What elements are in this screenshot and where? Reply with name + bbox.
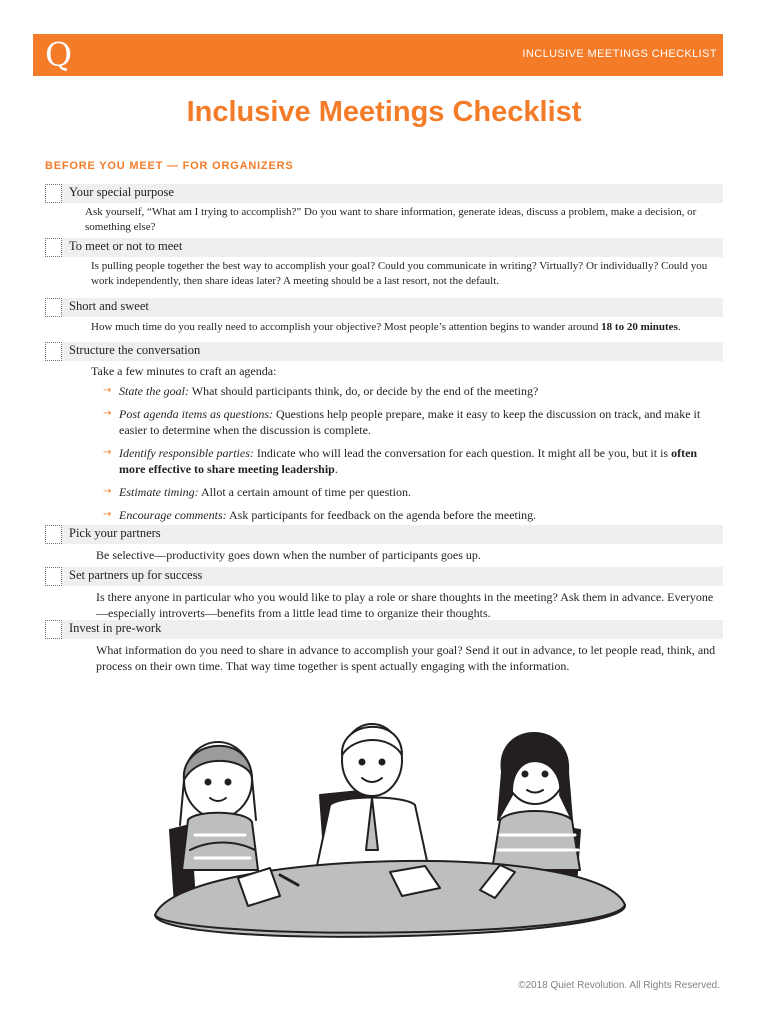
checkbox[interactable] — [45, 525, 62, 544]
bullet-bold: often more effective to share meeting leadership — [119, 446, 698, 476]
arrow-icon: → — [103, 385, 112, 396]
meeting-illustration — [140, 700, 640, 950]
item-description: Ask yourself, “What am I trying to accomplish?” Do you want to share information, generate ideas, discuss a problem, make a decision, or something else? — [85, 206, 697, 233]
bullet-text-end: . — [334, 462, 338, 476]
bullet-label: State the goal: — [119, 384, 189, 398]
item-title: To meet or not to meet — [69, 239, 183, 253]
desc-bold: 18 to 20 minutes — [601, 321, 678, 333]
arrow-icon: → — [103, 509, 112, 520]
checklist-item-partners — [45, 525, 723, 563]
item-description: What information do you need to share in advance to accomplish your goal? Send it out in advance, to let people read, think, and process on their own time. That way time together is spent actually engaging with the information. — [96, 643, 716, 673]
footer-copyright: ©2018 Quiet Revolution. All Rights Reserved. — [518, 980, 720, 991]
checklist-item-special-purpose — [45, 184, 723, 235]
checkbox[interactable] — [45, 184, 62, 203]
item-description: Take a few minutes to craft an agenda: — [91, 364, 277, 378]
item-title: Short and sweet — [69, 299, 149, 313]
bullet-label: Post agenda items as questions: — [119, 407, 273, 421]
bullet-text: What should participants think, do, or decide by the end of the meeting? — [188, 384, 539, 398]
desc-text-end: . — [677, 321, 681, 333]
list-item — [103, 383, 723, 399]
bullet-text: Allot a certain amount of time per question. — [198, 485, 411, 499]
bullet-label: Identify responsible parties: — [119, 446, 254, 460]
item-title: Structure the conversation — [69, 343, 201, 357]
item-title: Set partners up for success — [69, 568, 203, 582]
desc-text: How much time do you really need to accomplish your objective? Most people’s attention begins to wander around — [91, 321, 602, 333]
checkbox[interactable] — [45, 567, 62, 586]
list-item — [103, 445, 723, 477]
checkbox[interactable] — [45, 620, 62, 639]
checklist-item-pre-work — [45, 620, 723, 674]
arrow-icon: → — [103, 408, 112, 419]
item-description — [91, 320, 723, 335]
item-description: Is pulling people together the best way to accomplish your goal? Could you communicate in writing? Virtually? Or individually? Could you work independently, then share ideas later? A meeting should be a last resort, not the default. — [91, 260, 708, 287]
bullet-label: Estimate timing: — [119, 485, 199, 499]
item-title: Pick your partners — [69, 526, 161, 540]
checkbox[interactable] — [45, 298, 62, 317]
bullet-text: Indicate who will lead the conversation for each question. It might all be you, but it is — [253, 446, 672, 460]
item-description: Is there anyone in particular who you would like to play a role or share thoughts in the meeting? Ask them in advance. Everyone—especially introverts—benefits from a little lead time to organize their thoughts. — [96, 590, 714, 620]
checklist-item-short-and-sweet — [45, 298, 723, 335]
arrow-icon: → — [103, 447, 112, 458]
bullet-text: Questions help people prepare, make it easy to keep the discussion on track, and make it easier to determine when the discussion is complete. — [119, 407, 701, 437]
bullet-label: Encourage comments: — [119, 508, 227, 522]
checklist-item-meet-or-not — [45, 238, 723, 289]
header-label: INCLUSIVE MEETINGS CHECKLIST — [522, 48, 717, 60]
list-item — [103, 507, 723, 523]
section-label: BEFORE YOU MEET — FOR ORGANIZERS — [45, 160, 294, 172]
checklist-item-success — [45, 567, 723, 621]
checkbox[interactable] — [45, 238, 62, 257]
agenda-bullets — [103, 383, 723, 523]
checkbox[interactable] — [45, 342, 62, 361]
quiet-logo: Q — [45, 35, 73, 74]
item-description: Be selective—productivity goes down when the number of participants goes up. — [96, 548, 481, 562]
list-item — [103, 484, 723, 500]
bullet-text: Ask participants for feedback on the agenda before the meeting. — [226, 508, 537, 522]
item-title: Your special purpose — [69, 185, 174, 199]
page-title: Inclusive Meetings Checklist — [186, 96, 582, 128]
list-item — [103, 406, 723, 438]
checklist-item-structure — [45, 342, 723, 530]
arrow-icon: → — [103, 486, 112, 497]
header-bar — [33, 34, 723, 76]
item-title: Invest in pre-work — [69, 621, 162, 635]
